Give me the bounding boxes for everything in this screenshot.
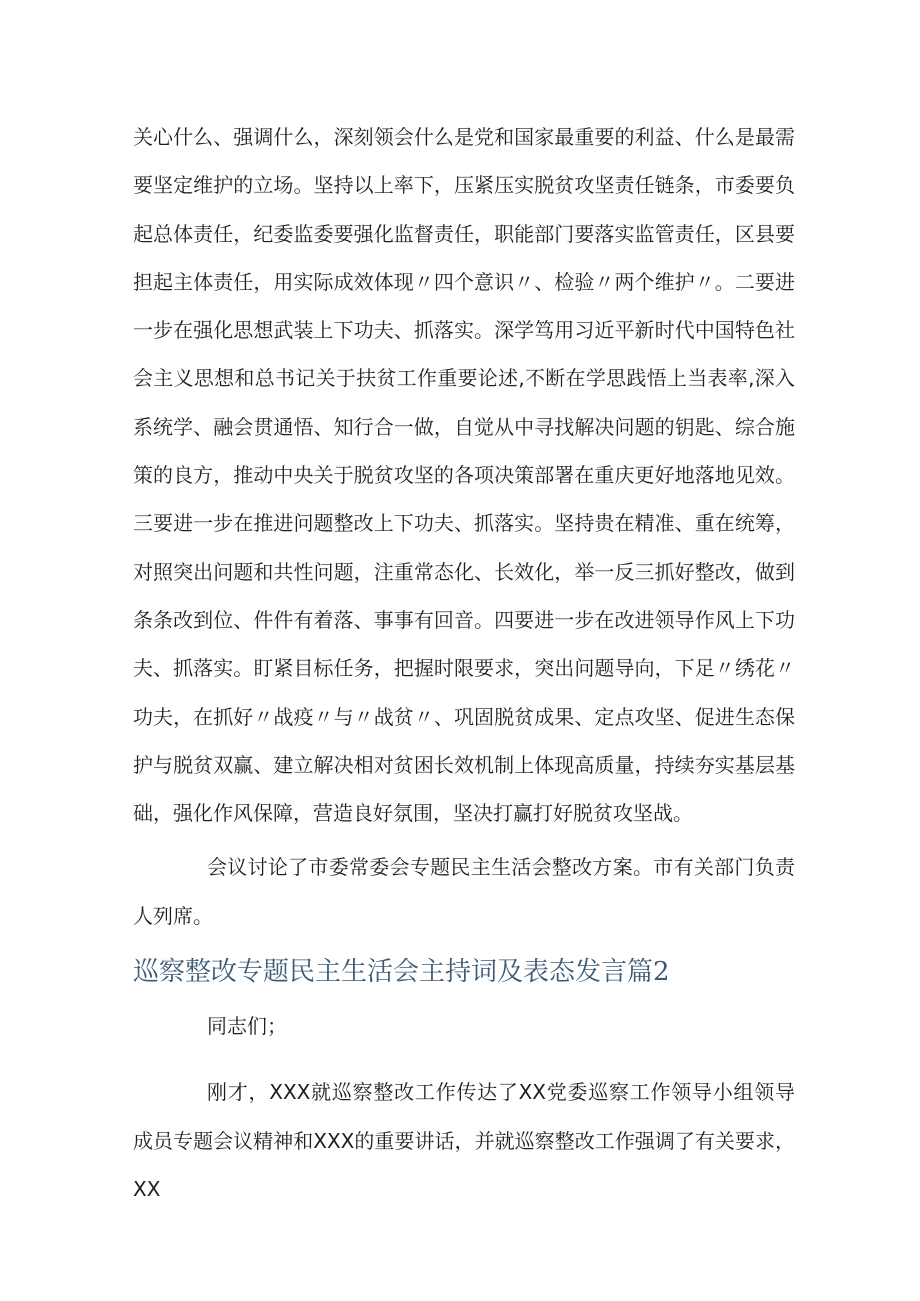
body-paragraph-continued: 关心什么、强调什么，深刻领会什么是党和国家最重要的利益、什么是最需要坚定维护的立场。坚持以上率下，压紧压实脱贫攻坚责任链条，市委要负起总体责任，纪委监委要强化监督责任，职能部门要落实监管责任，区县要担起主体责任，用实际成效体现〃四个意识〃、检验〃两个维护〃。二要进一步在强化思想武装上下功夫、抓落实。深学笃用习近平新时代中国特色社会主义思想和总书记关于扶贫工作重要论述,不断在学思践悟上当表率,深入系统学、融会贯通悟、知行合一做，自觉从中寻找解决问题的钥匙、综合施策的良方，推动中央关于脱贫攻坚的各项决策部署在重庆更好地落地见效。三要进一步在推进问题整改上下功夫、抓落实。坚持贵在精准、重在统筹，对照突出问题和共性问题，注重常态化、长效化，举一反三抓好整改，做到条条改到位、件件有着落、事事有回音。四要进一步在改进领导作风上下功夫、抓落实。盯紧目标任务，把握时限要求，突出问题导向，下足〃绣花〃功夫，在抓好〃战疫〃与〃战贫〃、巩固脱贫成果、定点攻坚、促进生态保护与脱贫双赢、建立解决相对贫困长效机制上体现高质量，持续夯实基层基础，强化作风保障，营造良好氛围，坚决打赢打好脱贫攻坚战。 bbox=[133, 125, 795, 826]
section-title: 巡察整改专题民主生活会主持词及表态发言篇2 bbox=[133, 957, 670, 988]
body-paragraph-meeting: 会议讨论了市委常委会专题民主生活会整改方案。市有关部门负责人列席。 bbox=[133, 855, 795, 928]
document-page bbox=[133, 113, 795, 1213]
salutation-paragraph: 同志们； bbox=[207, 1014, 287, 1039]
speech-paragraph: 刚才，XXX就巡察整改工作传达了XX党委巡察工作领导小组领导成员专题会议精神和XXX的重要讲话，并就巡察整改工作强调了有关要求，XX bbox=[133, 1080, 795, 1201]
